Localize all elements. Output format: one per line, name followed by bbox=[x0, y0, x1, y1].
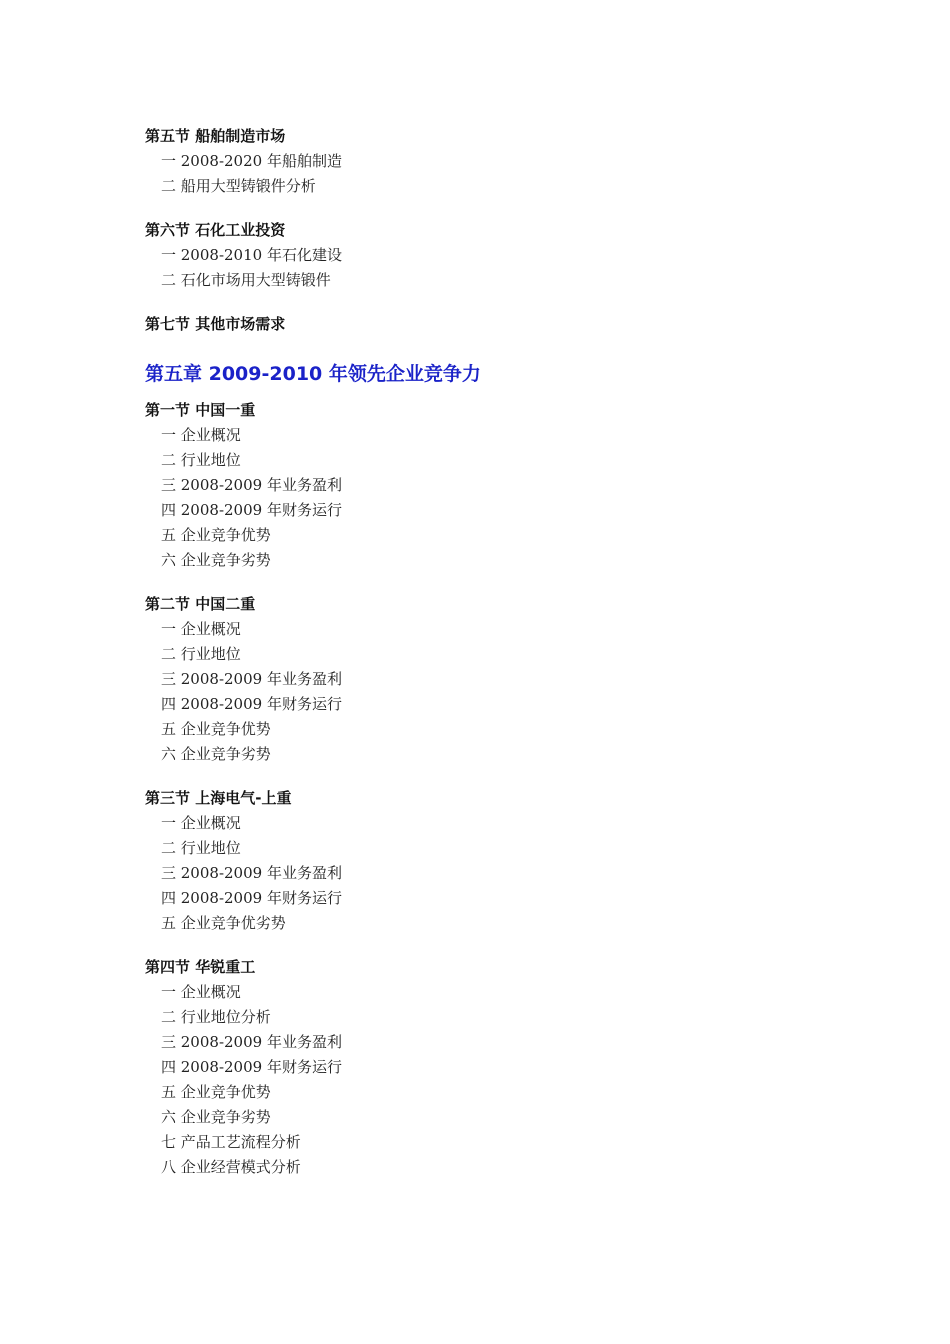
toc-item: 三 2008-2009 年业务盈利 bbox=[161, 864, 342, 882]
toc-item: 一 企业概况 bbox=[161, 814, 241, 832]
toc-item: 一 企业概况 bbox=[161, 983, 241, 1001]
sections-after-chapter bbox=[145, 398, 845, 1180]
section-title: 第七节 其他市场需求 bbox=[145, 315, 286, 333]
section-title: 第一节 中国一重 bbox=[145, 401, 256, 419]
toc-section bbox=[145, 312, 845, 337]
toc-item: 一 2008-2020 年船舶制造 bbox=[161, 152, 342, 170]
toc-item: 二 行业地位 bbox=[161, 451, 241, 469]
toc-item: 二 行业地位 bbox=[161, 839, 241, 857]
toc-item: 四 2008-2009 年财务运行 bbox=[161, 501, 342, 519]
toc-section bbox=[145, 398, 845, 573]
toc-item: 一 企业概况 bbox=[161, 620, 241, 638]
toc-item: 五 企业竞争优劣势 bbox=[161, 914, 286, 932]
toc-item: 四 2008-2009 年财务运行 bbox=[161, 1058, 342, 1076]
toc-item: 四 2008-2009 年财务运行 bbox=[161, 695, 342, 713]
section-title: 第六节 石化工业投资 bbox=[145, 221, 286, 239]
section-title: 第二节 中国二重 bbox=[145, 595, 256, 613]
section-title: 第四节 华锐重工 bbox=[145, 958, 256, 976]
toc-item: 五 企业竞争优势 bbox=[161, 720, 271, 738]
toc-item: 一 企业概况 bbox=[161, 426, 241, 444]
toc-item: 五 企业竞争优势 bbox=[161, 1083, 271, 1101]
document-page bbox=[145, 124, 845, 1180]
sections-before-chapter bbox=[145, 124, 845, 337]
toc-item: 六 企业竞争劣势 bbox=[161, 1108, 271, 1126]
toc-item: 一 2008-2010 年石化建设 bbox=[161, 246, 342, 264]
toc-item: 八 企业经营模式分析 bbox=[161, 1158, 301, 1176]
toc-section bbox=[145, 124, 845, 199]
toc-item: 四 2008-2009 年财务运行 bbox=[161, 889, 342, 907]
toc-section bbox=[145, 592, 845, 767]
toc-item: 二 行业地位分析 bbox=[161, 1008, 271, 1026]
toc-item: 六 企业竞争劣势 bbox=[161, 745, 271, 763]
toc-section bbox=[145, 955, 845, 1180]
section-title: 第五节 船舶制造市场 bbox=[145, 127, 286, 145]
toc-item: 五 企业竞争优势 bbox=[161, 526, 271, 544]
toc-section bbox=[145, 786, 845, 936]
toc-item: 二 船用大型铸锻件分析 bbox=[161, 177, 316, 195]
toc-item: 二 石化市场用大型铸锻件 bbox=[161, 271, 331, 289]
section-title: 第三节 上海电气-上重 bbox=[145, 789, 292, 807]
toc-item: 三 2008-2009 年业务盈利 bbox=[161, 476, 342, 494]
toc-item: 三 2008-2009 年业务盈利 bbox=[161, 670, 342, 688]
toc-item: 二 行业地位 bbox=[161, 645, 241, 663]
toc-item: 六 企业竞争劣势 bbox=[161, 551, 271, 569]
toc-item: 三 2008-2009 年业务盈利 bbox=[161, 1033, 342, 1051]
toc-item: 七 产品工艺流程分析 bbox=[161, 1133, 301, 1151]
toc-section bbox=[145, 218, 845, 293]
chapter-heading: 第五章 2009-2010 年领先企业竞争力 bbox=[145, 363, 481, 385]
